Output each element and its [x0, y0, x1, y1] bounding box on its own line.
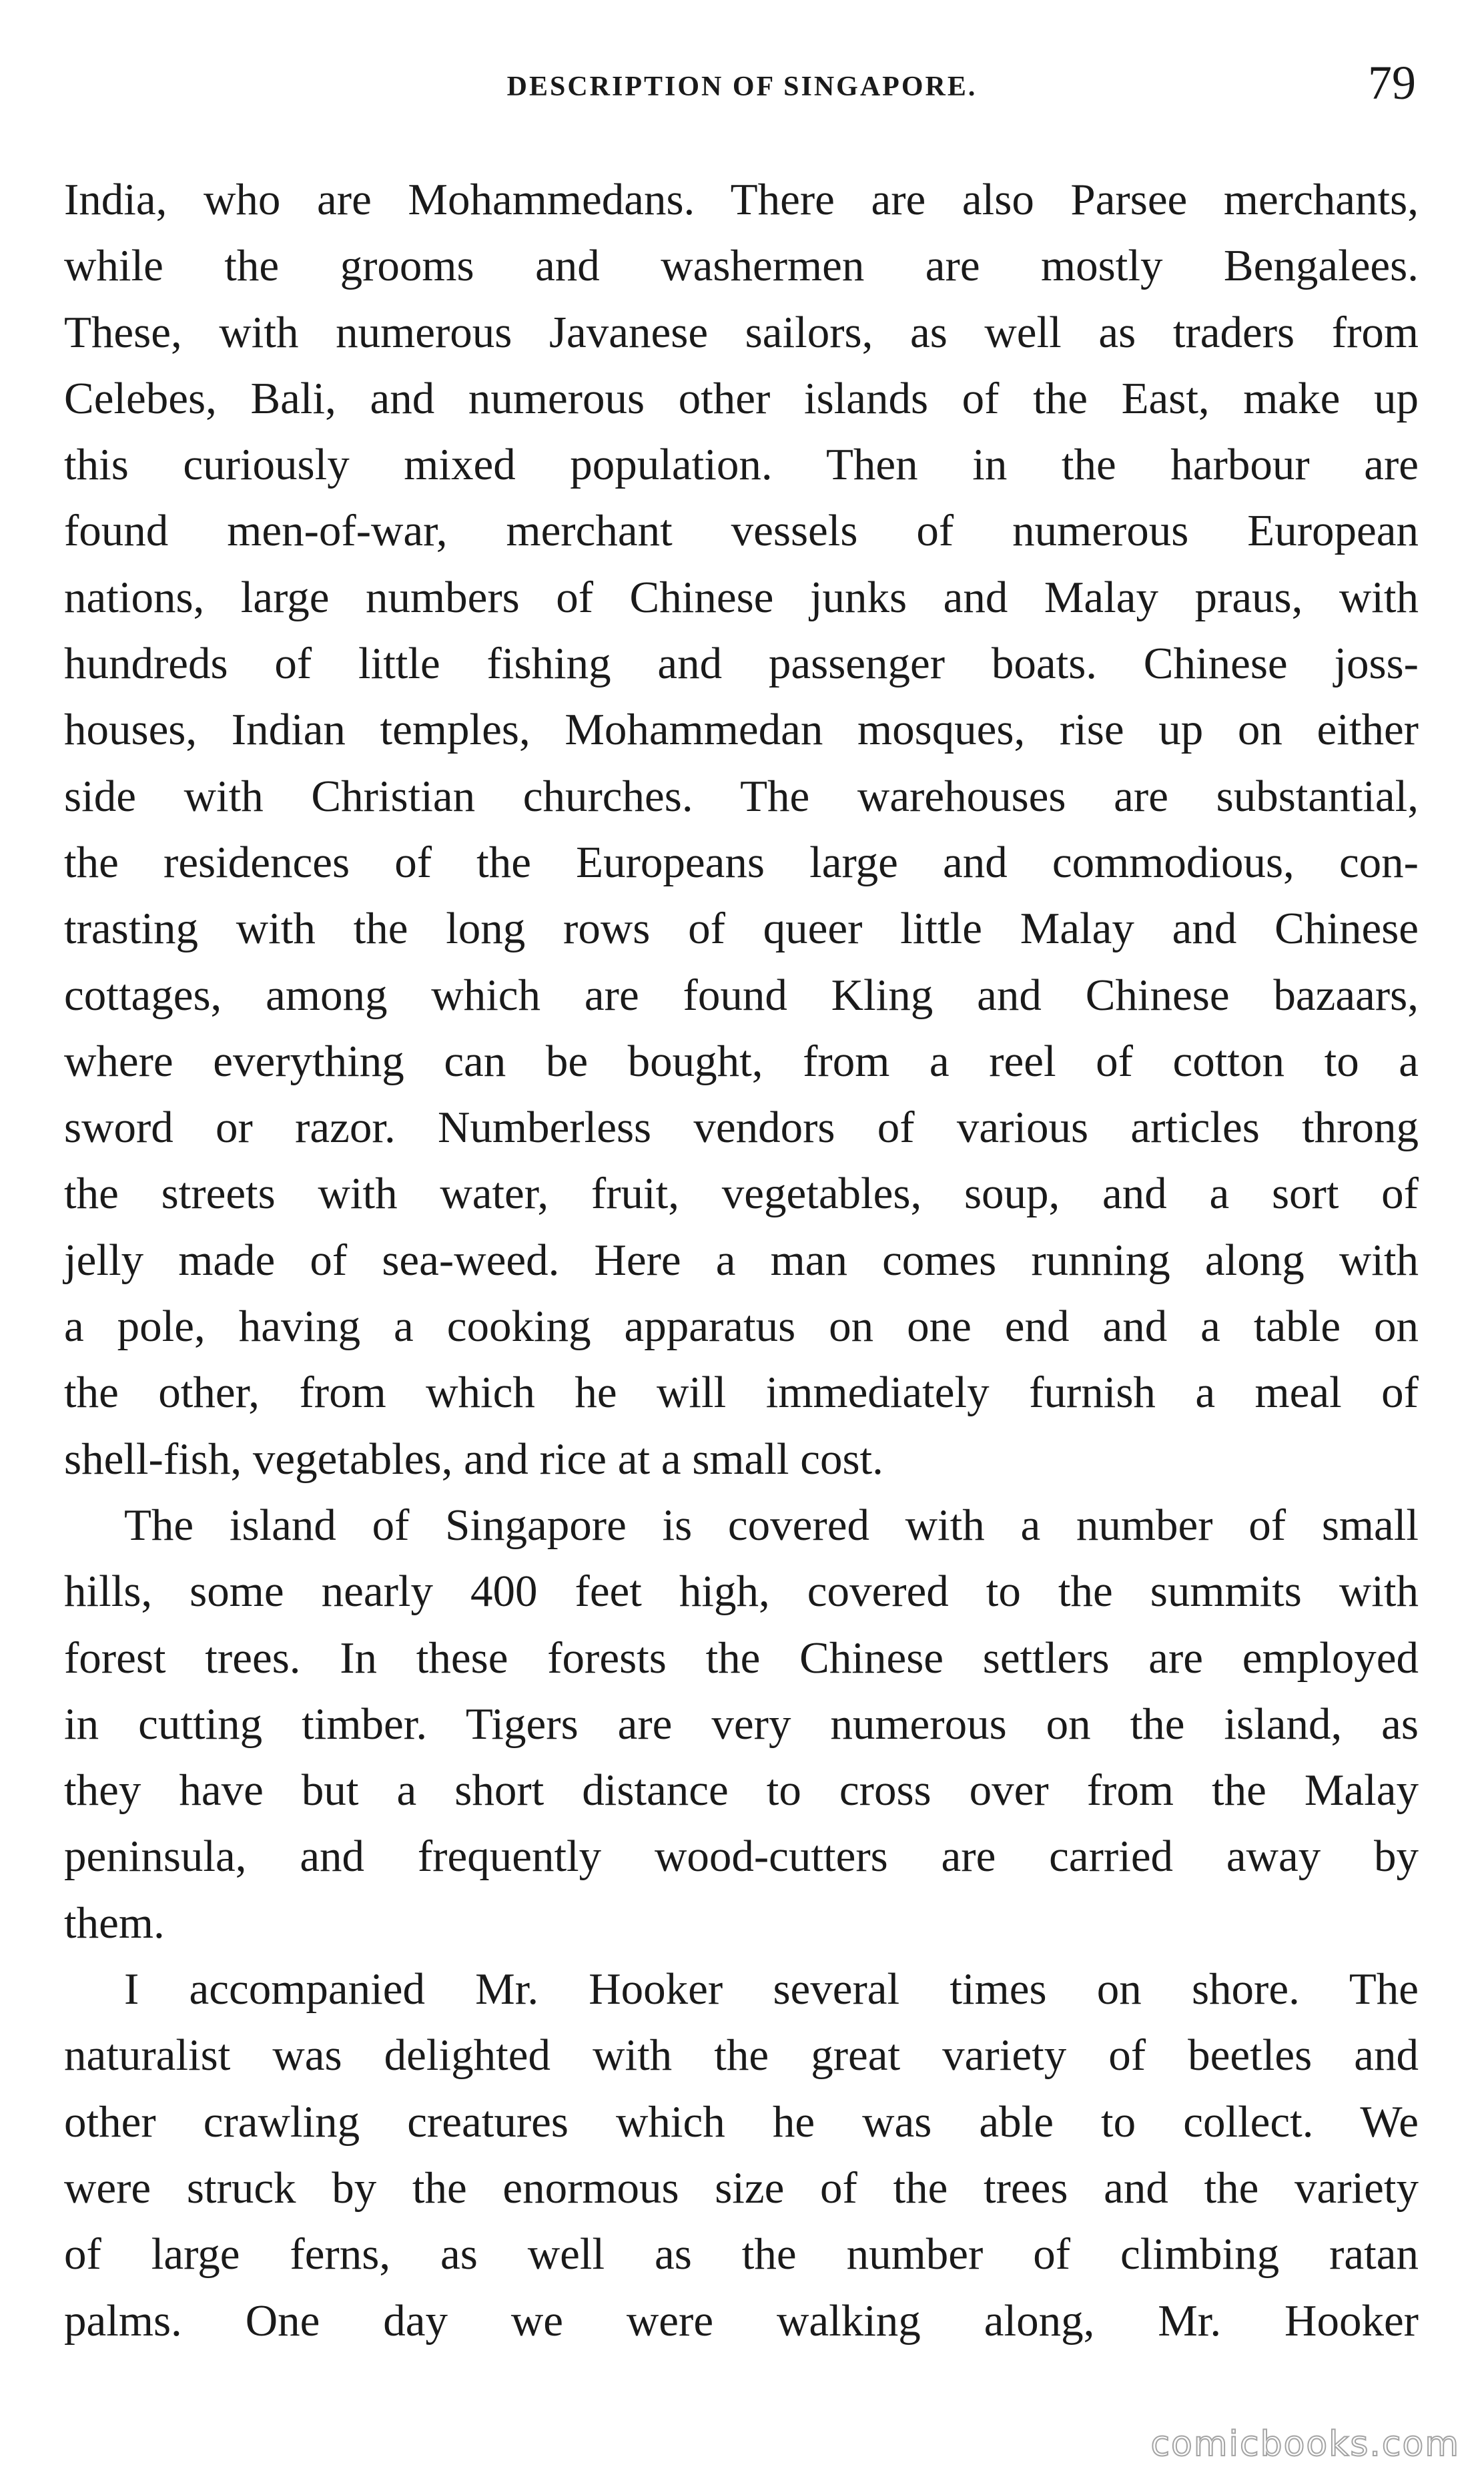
running-header [61, 56, 1423, 119]
text-line: a pole, having a cooking apparatus on one end and a table on [64, 1302, 1419, 1352]
text-line: in cutting timber. Tigers are very numerous on the island, as [64, 1699, 1419, 1749]
text-line: where everything can be bought, from a reel of cotton to a [64, 1036, 1419, 1086]
running-title: DESCRIPTION OF SINGAPORE. [506, 71, 978, 102]
text-line: of large ferns, as well as the number of climbing ratan [64, 2229, 1419, 2279]
text-line: forest trees. In these forests the Chinese settlers are employed [64, 1633, 1419, 1683]
text-line: the residences of the Europeans large and commodious, con- [64, 837, 1419, 887]
text-line: I accompanied Mr. Hooker several times on shore. The [124, 1964, 1419, 2014]
text-line: India, who are Mohammedans. There are also Parsee merchants, [64, 175, 1419, 224]
text-line: found men-of-war, merchant vessels of numerous European [64, 506, 1419, 556]
text-line: other crawling creatures which he was able to collect. We [64, 2097, 1419, 2147]
page-number: 79 [1368, 56, 1416, 109]
text-line: houses, Indian temples, Mohammedan mosques, rise up on either [64, 705, 1419, 755]
text-line: The island of Singapore is covered with a number of small [124, 1500, 1419, 1550]
text-line: cottages, among which are found Kling and Chinese bazaars, [64, 970, 1419, 1020]
text-line: sword or razor. Numberless vendors of various articles throng [64, 1103, 1419, 1153]
text-line: side with Christian churches. The warehouses are substantial, [64, 771, 1419, 821]
text-line: hills, some nearly 400 feet high, covered to the summits with [64, 1567, 1419, 1617]
text-line: were struck by the enormous size of the trees and the variety [64, 2163, 1419, 2213]
text-line: peninsula, and frequently wood-cutters are carried away by [64, 1832, 1419, 1882]
text-line: Celebes, Bali, and numerous other islands of the East, make up [64, 373, 1419, 423]
text-line: These, with numerous Javanese sailors, as well as traders from [64, 307, 1419, 357]
text-line: this curiously mixed population. Then in the harbour are [64, 440, 1419, 490]
body-text [64, 167, 1419, 2354]
paragraph [64, 167, 1419, 1492]
text-line: the other, from which he will immediately furnish a meal of [64, 1368, 1419, 1418]
text-line: palms. One day we were walking along, Mr. Hooker [64, 2295, 1419, 2345]
text-line: the streets with water, fruit, vegetables, soup, and a sort of [64, 1169, 1419, 1219]
paragraph [64, 1956, 1419, 2354]
text-line: nations, large numbers of Chinese junks and Malay praus, with [64, 572, 1419, 622]
watermark: comicbooks.com [1150, 2424, 1460, 2464]
text-line: them. [64, 1898, 165, 1948]
text-line: they have but a short distance to cross over from the Malay [64, 1765, 1419, 1816]
text-line: while the grooms and washermen are mostly Bengalees. [64, 241, 1419, 291]
paragraph [64, 1492, 1419, 1956]
text-line: hundreds of little fishing and passenger boats. Chinese joss- [64, 639, 1419, 689]
text-line: shell-fish, vegetables, and rice at a small cost. [64, 1434, 883, 1484]
text-line: jelly made of sea-weed. Here a man comes running along with [64, 1235, 1419, 1285]
text-line: naturalist was delighted with the great variety of beetles and [64, 2030, 1419, 2081]
text-line: trasting with the long rows of queer little Malay and Chinese [64, 904, 1419, 954]
